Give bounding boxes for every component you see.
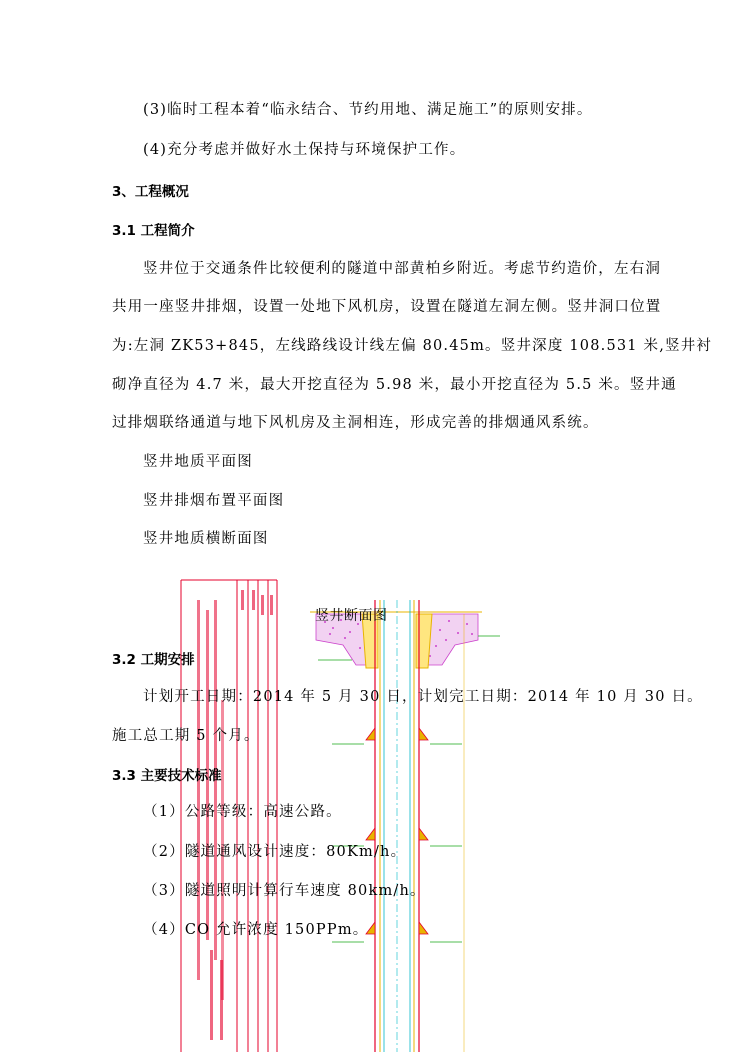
figure-ref-geology-plan: 竖井地质平面图	[143, 454, 253, 470]
section-3-1-title: 3.1 工程简介	[112, 223, 195, 239]
section-3-1-line-1: 竖井位于交通条件比较便利的隧道中部黄柏乡附近。考虑节约造价，左右洞	[143, 261, 662, 277]
section-3-2-line-2: 施工总工期 5 个月。	[112, 728, 260, 744]
section-3-2-line-1: 计划开工日期：2014 年 5 月 30 日，计划完工日期：2014 年 10 月 30 日。	[143, 689, 703, 705]
elevation-markers	[332, 614, 464, 1052]
section-3-1-line-5: 过排烟联络通道与地下风机房及主洞相连，形成完善的排烟通风系统。	[112, 415, 599, 431]
item-3: (3)临时工程本着“临永结合、节约用地、满足施工”的原则安排。	[143, 102, 593, 118]
standard-item-4: （4）CO 允许浓度 150PPm。	[143, 922, 369, 938]
item-4: (4)充分考虑并做好水土保持与环境保护工作。	[143, 142, 466, 158]
section-3-2-title: 3.2 工期安排	[112, 652, 195, 668]
section-3-3-title: 3.3 主要技术标准	[112, 768, 222, 784]
section-3-1-line-2: 共用一座竖井排烟，设置一处地下风机房，设置在隧道左洞左侧。竖井洞口位置	[112, 299, 662, 315]
standard-item-1: （1）公路等级：高速公路。	[143, 804, 342, 820]
section-3-1-line-3: 为:左洞 ZK53+845，左线路线设计线左偏 80.45m。竖井深度 108.531 米,竖井衬	[112, 338, 713, 354]
shaft-walls	[375, 600, 419, 1052]
standard-item-2: （2）隧道通风设计速度：80Km/h。	[143, 844, 407, 860]
figure-ref-smoke-layout: 竖井排烟布置平面图	[143, 493, 285, 509]
figure-ref-geology-cross-section: 竖井地质横断面图	[143, 531, 269, 547]
section-3-1-line-4: 砌净直径为 4.7 米，最大开挖直径为 5.98 米，最小开挖直径为 5.5 米。竖井通	[112, 377, 677, 393]
standard-item-3: （3）隧道照明计算行车速度 80km/h。	[143, 883, 426, 899]
section-3-title: 3、工程概况	[112, 184, 189, 200]
drawing-title: 竖井断面图	[315, 608, 388, 624]
